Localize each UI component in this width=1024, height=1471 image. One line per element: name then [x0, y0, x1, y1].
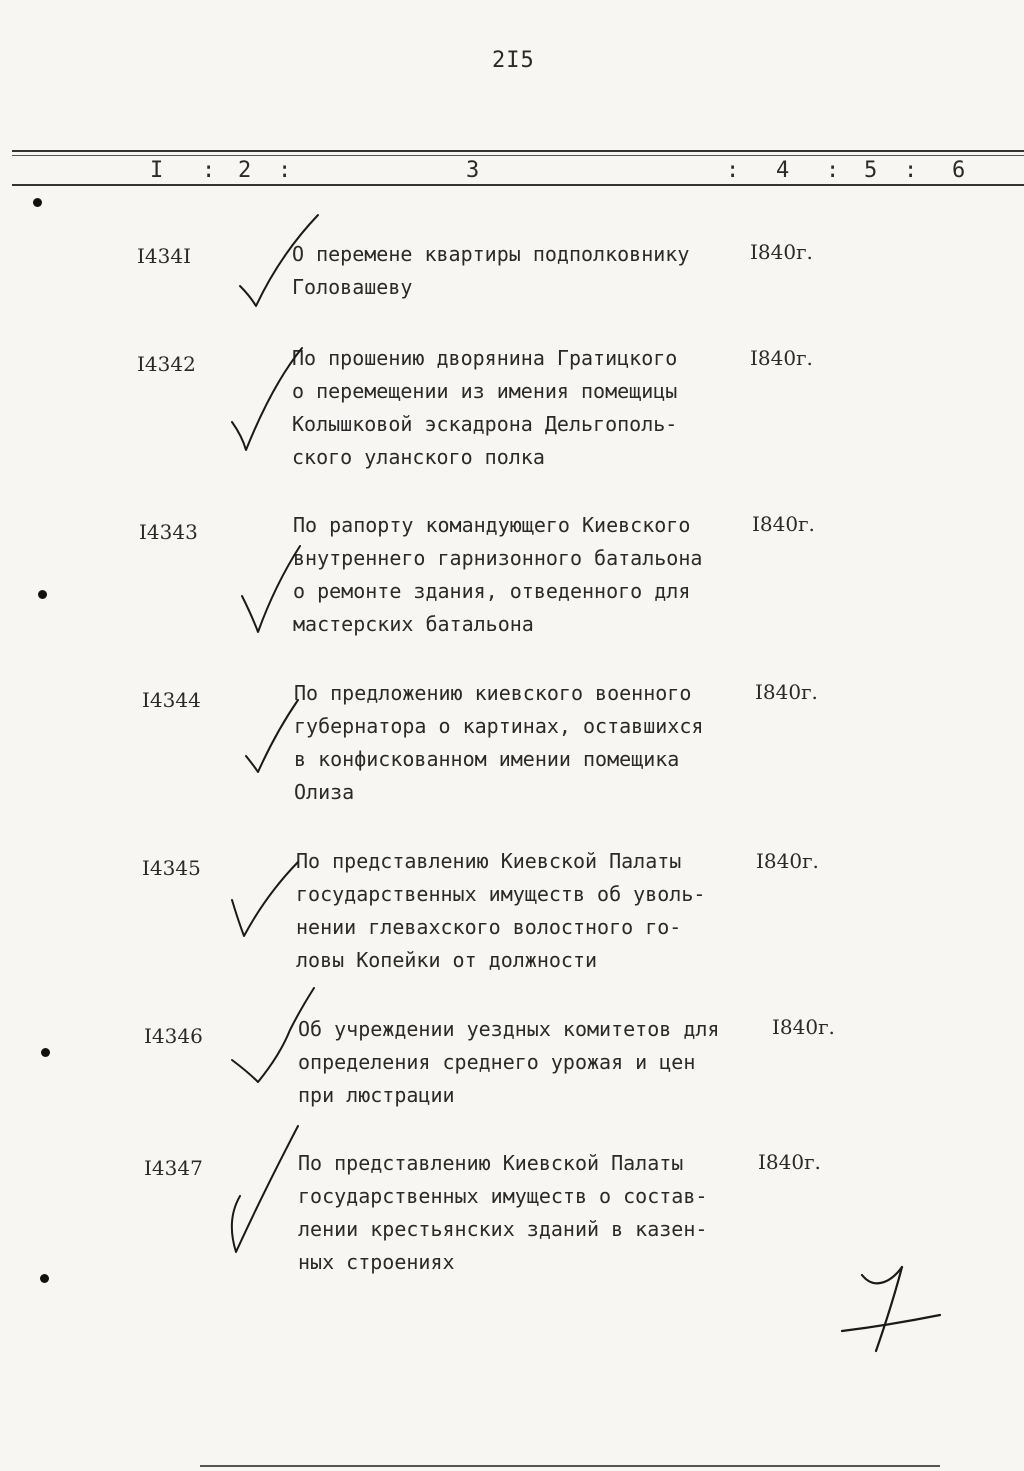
entry-text-line: о ремонте здания, отведенного для: [293, 579, 691, 603]
entry-text-line: ского уланского полка: [292, 445, 545, 469]
page-number: 2I5: [492, 48, 535, 73]
entry-number: I4347: [144, 1156, 203, 1180]
entry-text-line: По прошению дворянина Гратицкого: [292, 346, 678, 370]
check-mark-icon: [232, 988, 314, 1082]
entry-text-line: нении глевахского волостного го-: [296, 915, 682, 939]
handwritten-seven-icon: [830, 1255, 950, 1365]
punch-hole-icon: [40, 1274, 49, 1283]
column-separator: :: [826, 158, 840, 183]
check-mark-icon: [232, 348, 302, 450]
entry-text-line: ных строениях: [298, 1250, 455, 1274]
entry-text-line: По представлению Киевской Палаты: [296, 849, 682, 873]
entry-text-line: лении крестьянских зданий в казен-: [298, 1217, 708, 1241]
column-separator: :: [904, 158, 918, 183]
column-header-4: 4: [776, 158, 790, 183]
entry-text-line: По предложению киевского военного: [294, 681, 692, 705]
entry-text-line: мастерских батальона: [293, 612, 534, 636]
entry-text-line: Олиза: [294, 780, 355, 804]
entry-text-line: в конфискованном имении помещика: [294, 747, 680, 771]
entry-text-line: при люстрации: [298, 1083, 455, 1107]
entry-number: I4345: [142, 856, 201, 880]
check-mark-icon: [240, 215, 318, 306]
check-mark-icon: [242, 546, 300, 632]
punch-hole-icon: [38, 590, 47, 599]
entry-text-line: Колышковой эскадрона Дельгополь-: [292, 412, 678, 436]
entry-text-line: По рапорту командующего Киевского: [293, 513, 691, 537]
column-separator: :: [726, 158, 740, 183]
entry-number: I4342: [137, 352, 196, 376]
column-separator: :: [278, 158, 292, 183]
entry-text-line: ловы Копейки от должности: [296, 948, 598, 972]
column-header-3: 3: [466, 158, 480, 183]
entry-number: I434I: [137, 244, 191, 268]
punch-hole-icon: [41, 1048, 50, 1057]
entry-text-line: определения среднего урожая и цен: [298, 1050, 696, 1074]
column-header-2: 2: [238, 158, 252, 183]
punch-hole-icon: [33, 198, 42, 207]
column-header-1: I: [150, 158, 164, 183]
entry-year: I840г.: [755, 680, 818, 704]
entry-text-line: государственных имуществ о состав-: [298, 1184, 708, 1208]
entry-year: I840г.: [750, 346, 813, 370]
entry-text-line: внутреннего гарнизонного батальона: [293, 546, 703, 570]
entry-year: I840г.: [758, 1150, 821, 1174]
entry-year: I840г.: [752, 512, 815, 536]
entry-text-line: губернатора о картинах, оставшихся: [294, 714, 704, 738]
entry-year: I840г.: [750, 240, 813, 264]
entry-number: I4344: [142, 688, 201, 712]
check-mark-icon: [232, 1126, 298, 1252]
footer-rule: [200, 1465, 940, 1467]
entry-number: I4343: [139, 520, 198, 544]
column-header-6: 6: [952, 158, 966, 183]
entry-text-line: о перемещении из имения помещицы: [292, 379, 678, 403]
entry-text-line: Об учреждении уездных комитетов для: [298, 1017, 720, 1041]
entry-text-line: По представлению Киевской Палаты: [298, 1151, 684, 1175]
entry-text-line: государственных имуществ об уволь-: [296, 882, 706, 906]
entry-text-line: О перемене квартиры подполковнику: [292, 242, 690, 266]
check-mark-icon: [246, 700, 298, 772]
entry-number: I4346: [144, 1024, 203, 1048]
column-header-5: 5: [864, 158, 878, 183]
check-mark-icon: [232, 862, 298, 936]
entry-text-line: Головашеву: [292, 275, 413, 299]
entry-year: I840г.: [756, 849, 819, 873]
column-separator: :: [202, 158, 216, 183]
entry-year: I840г.: [772, 1015, 835, 1039]
